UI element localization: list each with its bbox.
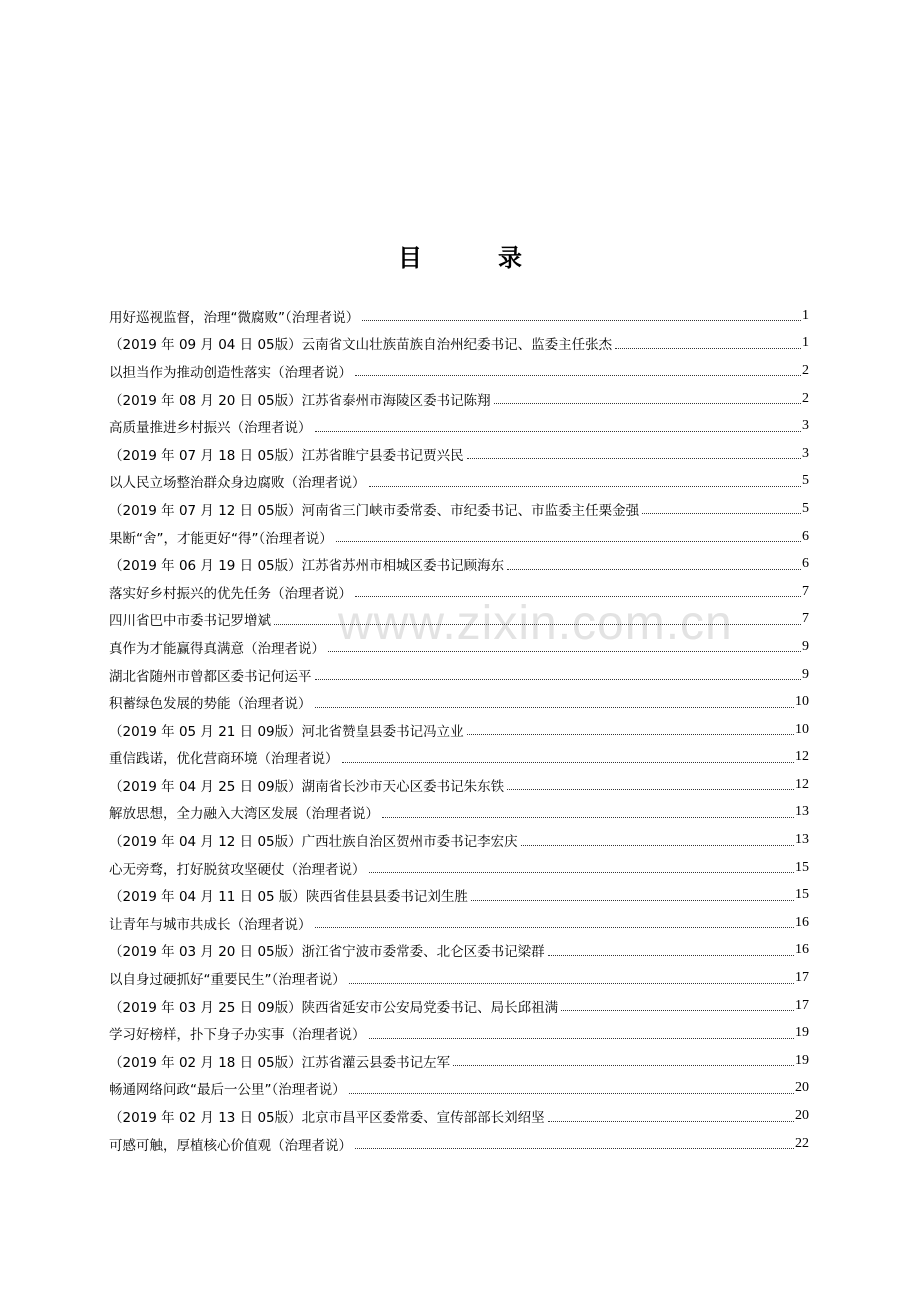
toc-page-number: 5 xyxy=(802,500,809,516)
toc-entry[interactable] xyxy=(109,992,809,1020)
toc-leader-dots xyxy=(349,1093,794,1094)
toc-leader-dots xyxy=(274,624,801,625)
toc-list xyxy=(109,302,809,1157)
toc-entry[interactable] xyxy=(109,661,809,689)
toc-page-number: 3 xyxy=(802,445,809,461)
toc-entry[interactable] xyxy=(109,1075,809,1103)
toc-entry[interactable] xyxy=(109,1019,809,1047)
toc-entry[interactable] xyxy=(109,881,809,909)
page-title: 目 录 xyxy=(398,244,548,272)
toc-entry-text: （2019 年 04 月 25 日 09版）湖南省长沙市天心区委书记朱东铁 xyxy=(109,778,505,795)
toc-page-number: 9 xyxy=(802,638,809,654)
toc-leader-dots xyxy=(548,955,794,956)
toc-page-number: 13 xyxy=(795,804,809,820)
toc-entry-text: （2019 年 09 月 04 日 05版）云南省文山壮族苗族自治州纪委书记、监委主任张杰 xyxy=(109,337,613,354)
toc-page-number: 10 xyxy=(795,694,809,710)
toc-entry[interactable] xyxy=(109,357,809,385)
toc-entry-text: （2019 年 04 月 11 日 05 版）陕西省佳县县委书记刘生胜 xyxy=(109,889,468,906)
toc-entry[interactable] xyxy=(109,1130,809,1158)
toc-leader-dots xyxy=(315,431,802,432)
toc-entry[interactable] xyxy=(109,523,809,551)
toc-entry[interactable] xyxy=(109,716,809,744)
toc-page-number: 20 xyxy=(795,1108,809,1124)
toc-page-number: 15 xyxy=(795,887,809,903)
toc-entry-text: 落实好乡村振兴的优先任务（治理者说） xyxy=(109,585,352,602)
toc-entry-text: 畅通网络问政“最后一公里”（治理者说） xyxy=(109,1082,346,1099)
toc-entry-text: 湖北省随州市曾都区委书记何运平 xyxy=(109,668,312,685)
toc-page-number: 15 xyxy=(795,859,809,875)
toc-leader-dots xyxy=(467,734,794,735)
toc-entry[interactable] xyxy=(109,633,809,661)
toc-leader-dots xyxy=(342,762,795,763)
toc-page-number: 16 xyxy=(795,942,809,958)
toc-entry-text: （2019 年 06 月 19 日 05版）江苏省苏州市相城区委书记顾海东 xyxy=(109,558,505,575)
toc-entry-text: （2019 年 02 月 13 日 05版）北京市昌平区委常委、宣传部部长刘绍坚 xyxy=(109,1110,545,1127)
toc-leader-dots xyxy=(453,1065,794,1066)
toc-entry-text: 以自身过硬抓好“重要民生”（治理者说） xyxy=(109,972,346,989)
toc-leader-dots xyxy=(315,679,802,680)
toc-entry[interactable] xyxy=(109,826,809,854)
toc-page-number: 2 xyxy=(802,362,809,378)
toc-entry[interactable] xyxy=(109,854,809,882)
toc-entry-text: （2019 年 04 月 12 日 05版）广西壮族自治区贺州市委书记李宏庆 xyxy=(109,834,518,851)
toc-page-number: 1 xyxy=(802,335,809,351)
toc-entry[interactable] xyxy=(109,495,809,523)
toc-leader-dots xyxy=(369,1038,795,1039)
toc-page-number: 10 xyxy=(795,721,809,737)
toc-leader-dots xyxy=(548,1121,794,1122)
toc-leader-dots xyxy=(355,1148,794,1149)
toc-leader-dots xyxy=(494,403,801,404)
toc-entry[interactable] xyxy=(109,771,809,799)
toc-entry-text: （2019 年 08 月 20 日 05版）江苏省泰州市海陵区委书记陈翔 xyxy=(109,392,491,409)
toc-page-number: 9 xyxy=(802,666,809,682)
toc-leader-dots xyxy=(467,458,801,459)
toc-leader-dots xyxy=(507,789,794,790)
toc-entry[interactable] xyxy=(109,909,809,937)
toc-leader-dots xyxy=(315,927,795,928)
toc-entry-text: （2019 年 02 月 18 日 05版）江苏省灌云县委书记左军 xyxy=(109,1054,451,1071)
toc-entry[interactable] xyxy=(109,1047,809,1075)
toc-page-number: 3 xyxy=(802,418,809,434)
toc-leader-dots xyxy=(355,596,801,597)
toc-entry[interactable] xyxy=(109,385,809,413)
toc-page-number: 2 xyxy=(802,390,809,406)
toc-entry[interactable] xyxy=(109,330,809,358)
toc-entry-text: 心无旁骛，打好脱贫攻坚硬仗（治理者说） xyxy=(109,861,366,878)
toc-entry[interactable] xyxy=(109,937,809,965)
toc-entry-text: 积蓄绿色发展的势能（治理者说） xyxy=(109,696,312,713)
toc-page-number: 13 xyxy=(795,832,809,848)
toc-entry[interactable] xyxy=(109,440,809,468)
toc-leader-dots xyxy=(336,541,801,542)
toc-entry-text: 用好巡视监督，治理“微腐败”（治理者说） xyxy=(109,309,360,326)
toc-leader-dots xyxy=(355,375,801,376)
toc-leader-dots xyxy=(615,348,801,349)
toc-entry-text: 让青年与城市共成长（治理者说） xyxy=(109,916,312,933)
toc-entry[interactable] xyxy=(109,550,809,578)
toc-entry[interactable] xyxy=(109,302,809,330)
toc-entry[interactable] xyxy=(109,412,809,440)
toc-page-number: 22 xyxy=(795,1135,809,1151)
toc-entry-text: 以担当作为推动创造性落实（治理者说） xyxy=(109,364,352,381)
toc-entry-text: （2019 年 03 月 25 日 09版）陕西省延安市公安局党委书记、局长邱祖满 xyxy=(109,999,559,1016)
toc-entry-text: 高质量推进乡村振兴（治理者说） xyxy=(109,420,312,437)
toc-leader-dots xyxy=(471,900,794,901)
toc-entry-text: 以人民立场整治群众身边腐败（治理者说） xyxy=(109,475,366,492)
toc-entry-text: （2019 年 03 月 20 日 05版）浙江省宁波市委常委、北仑区委书记梁群 xyxy=(109,944,545,961)
toc-entry[interactable] xyxy=(109,744,809,772)
toc-leader-dots xyxy=(382,817,794,818)
toc-page-number: 19 xyxy=(795,1025,809,1041)
toc-leader-dots xyxy=(642,513,801,514)
toc-entry-text: 重信践诺，优化营商环境（治理者说） xyxy=(109,751,339,768)
toc-leader-dots xyxy=(507,569,801,570)
toc-page-number: 1 xyxy=(802,307,809,323)
toc-leader-dots xyxy=(369,872,795,873)
toc-page-number: 17 xyxy=(795,970,809,986)
toc-leader-dots xyxy=(369,486,802,487)
toc-entry[interactable] xyxy=(109,468,809,496)
toc-entry-text: 可感可触，厚植核心价值观（治理者说） xyxy=(109,1137,352,1154)
toc-page-number: 17 xyxy=(795,997,809,1013)
toc-entry-text: 四川省巴中市委书记罗增斌 xyxy=(109,613,271,630)
toc-entry[interactable] xyxy=(109,606,809,634)
toc-leader-dots xyxy=(561,1010,794,1011)
toc-leader-dots xyxy=(328,651,801,652)
toc-entry-text: （2019 年 07 月 18 日 05版）江苏省睢宁县委书记贾兴民 xyxy=(109,447,464,464)
toc-entry[interactable] xyxy=(109,688,809,716)
toc-entry-text: （2019 年 07 月 12 日 05版）河南省三门峡市委常委、市纪委书记、市监委主任栗金强 xyxy=(109,502,640,519)
toc-leader-dots xyxy=(521,845,794,846)
toc-leader-dots xyxy=(315,707,795,708)
toc-leader-dots xyxy=(362,320,801,321)
toc-entry[interactable] xyxy=(109,799,809,827)
toc-entry-text: 解放思想，全力融入大湾区发展（治理者说） xyxy=(109,806,379,823)
toc-page-number: 12 xyxy=(795,776,809,792)
toc-page-number: 7 xyxy=(802,611,809,627)
toc-page-number: 6 xyxy=(802,556,809,572)
toc-entry[interactable] xyxy=(109,964,809,992)
toc-leader-dots xyxy=(349,983,794,984)
toc-entry-text: 真作为才能赢得真满意（治理者说） xyxy=(109,640,325,657)
toc-page-number: 19 xyxy=(795,1052,809,1068)
toc-page-number: 20 xyxy=(795,1080,809,1096)
toc-page-number: 16 xyxy=(795,914,809,930)
toc-entry-text: 学习好榜样，扑下身子办实事（治理者说） xyxy=(109,1027,366,1044)
toc-page-number: 6 xyxy=(802,528,809,544)
toc-page-number: 5 xyxy=(802,473,809,489)
watermark: www.zixin.com.cn xyxy=(338,597,733,650)
toc-entry[interactable] xyxy=(109,578,809,606)
toc-entry[interactable] xyxy=(109,1102,809,1130)
toc-page-number: 7 xyxy=(802,583,809,599)
toc-entry-text: （2019 年 05 月 21 日 09版）河北省赞皇县委书记冯立业 xyxy=(109,723,464,740)
toc-page-number: 12 xyxy=(795,749,809,765)
toc-entry-text: 果断“舍”，才能更好“得”（治理者说） xyxy=(109,530,333,547)
